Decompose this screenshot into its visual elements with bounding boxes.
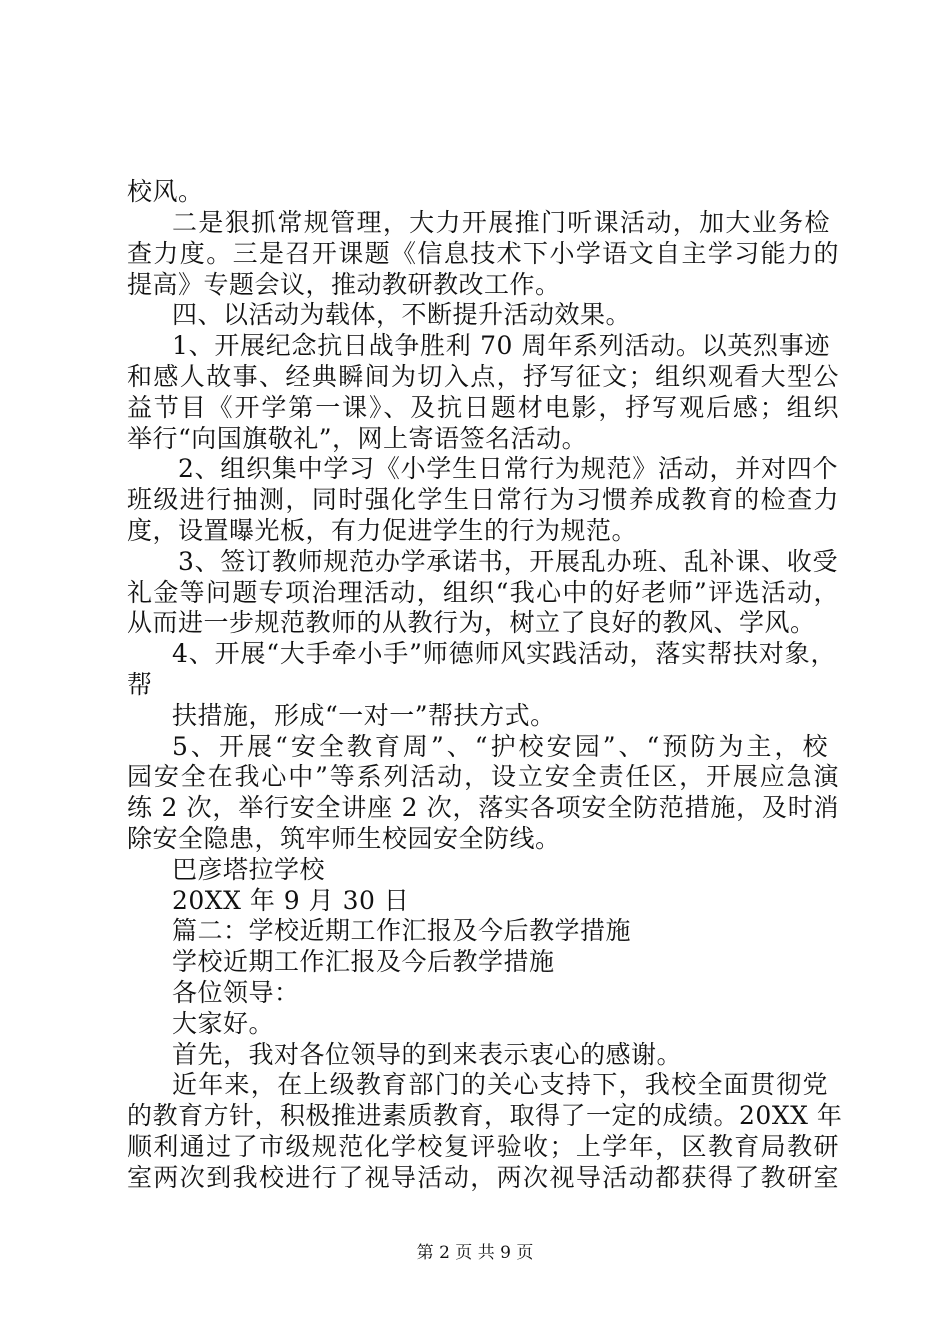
text-line: 近年来，在上级教育部门的关心支持下，我校全面贯彻党	[172, 1070, 828, 1099]
salutation: 各位领导：	[172, 978, 300, 1007]
text-line: 顺利通过了市级规范化学校复评验收；上学年，区教育局教研	[127, 1132, 839, 1161]
text-line: 扶措施，形成“一对一”帮扶方式。	[172, 701, 556, 730]
text-line: 练 2 次，举行安全讲座 2 次，落实各项安全防范措施，及时消	[127, 793, 839, 822]
text-line: 举行“向国旗敬礼”，网上寄语签名活动。	[127, 424, 588, 453]
text-line: 班级进行抽测，同时强化学生日常行为习惯养成教育的检查力	[127, 485, 839, 514]
section-heading: 篇二：学校近期工作汇报及今后教学措施	[172, 916, 632, 945]
text-line: 四、以活动为载体，不断提升活动效果。	[172, 300, 632, 329]
document-date: 20XX 年 9 月 30 日	[172, 886, 410, 915]
text-line: 室两次到我校进行了视导活动，两次视导活动都获得了教研室	[127, 1163, 839, 1192]
text-line: 校风。	[127, 177, 204, 206]
text-line: 2、组织集中学习《小学生日常行为规范》活动，并对四个	[178, 454, 838, 483]
text-line: 3、签订教师规范办学承诺书，开展乱办班、乱补课、收受	[178, 547, 838, 576]
text-line: 从而进一步规范教师的从教行为，树立了良好的教风、学风。	[127, 608, 816, 637]
text-line: 的教育方针，积极推进素质教育，取得了一定的成绩。20XX 年	[127, 1101, 843, 1130]
greeting: 大家好。	[172, 1009, 275, 1038]
text-line: 4、开展“大手牵小手”师德师风实践活动，落实帮扶对象，	[172, 639, 836, 668]
text-line: 5、开展“安全教育周”、“护校安园”、“预防为主，校	[172, 732, 828, 761]
text-line: 礼金等问题专项治理活动，组织“我心中的好老师”评选活动，	[127, 578, 839, 607]
text-line: 帮	[127, 670, 153, 699]
page-number-footer: 第 2 页 共 9 页	[416, 1243, 534, 1263]
text-line: 1、开展纪念抗日战争胜利 70 周年系列活动。以英烈事迹	[172, 331, 830, 360]
text-line: 查力度。三是召开课题《信息技术下小学语文自主学习能力的	[127, 239, 839, 268]
text-line: 除安全隐患，筑牢师生校园安全防线。	[127, 824, 561, 853]
text-line: 二是狠抓常规管理，大力开展推门听课活动，加大业务检	[172, 208, 830, 237]
text-line: 提高》专题会议，推动教研教改工作。	[127, 270, 561, 299]
school-name: 巴彦塔拉学校	[172, 855, 326, 884]
text-line: 益节目《开学第一课》、及抗日题材电影，抒写观后感；组织	[127, 393, 839, 422]
text-line: 首先，我对各位领导的到来表示衷心的感谢。	[172, 1040, 683, 1069]
text-line: 度，设置曝光板，有力促进学生的行为规范。	[127, 516, 638, 545]
section-title: 学校近期工作汇报及今后教学措施	[172, 947, 555, 976]
text-line: 和感人故事、经典瞬间为切入点，抒写征文；组织观看大型公	[127, 362, 839, 391]
text-line: 园安全在我心中”等系列活动，设立安全责任区，开展应急演	[127, 762, 839, 791]
